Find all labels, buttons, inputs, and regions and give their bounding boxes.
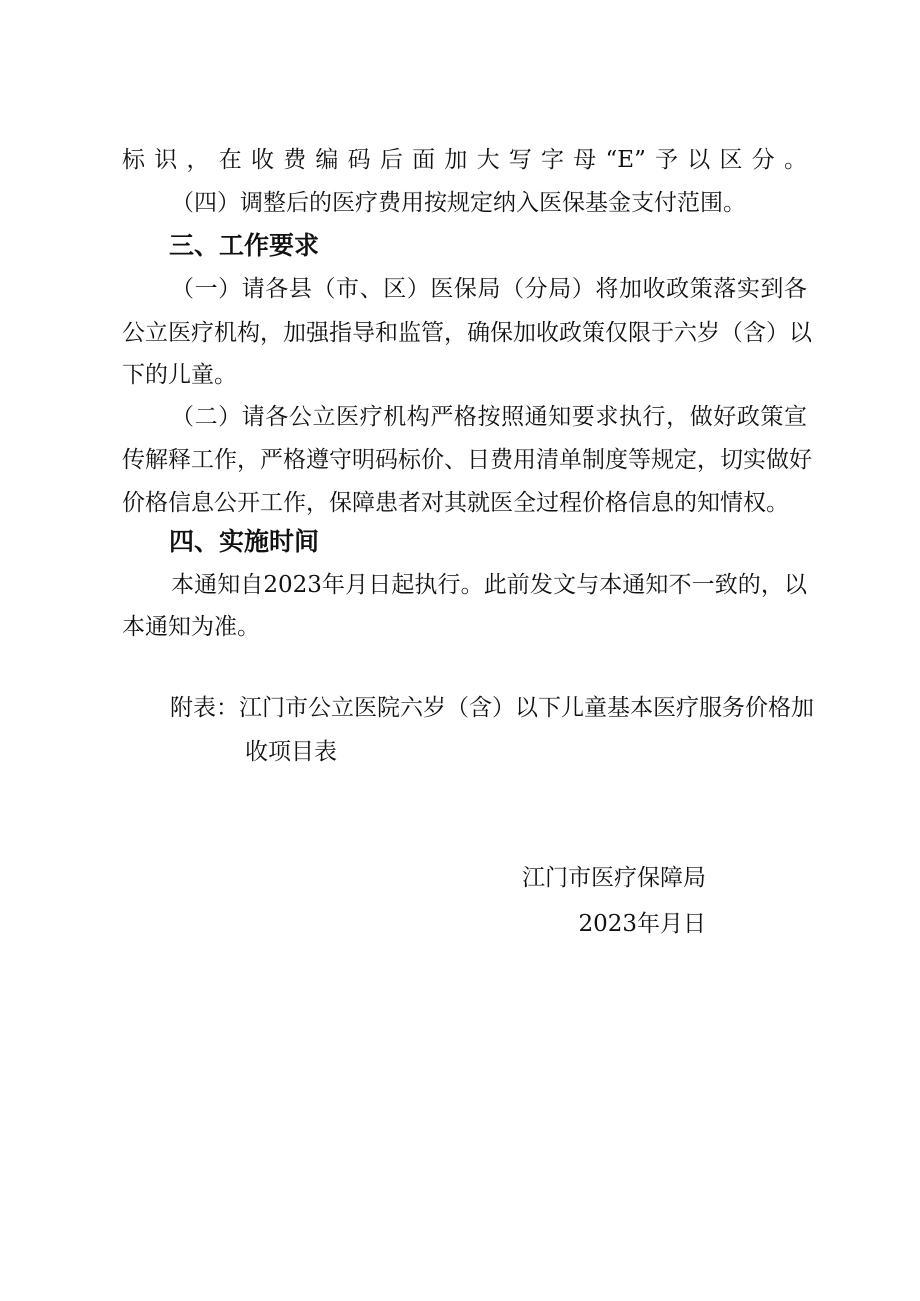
paragraph-line: （二）请各公立医疗机构严格按照通知要求执行，做好政策宣	[171, 404, 807, 430]
attachment-title-line: 附表：江门市公立医院六岁（含）以下儿童基本医疗服务价格加	[170, 695, 814, 721]
paragraph-line: 标识，在收费编码后面加大写字母“E”予以区分。	[122, 147, 807, 173]
paragraph-line: 本通知为准。	[122, 614, 260, 640]
paragraph-line: 传解释工作，严格遵守明码标价、日费用清单制度等规定，切实做好	[122, 447, 812, 473]
issuer-name: 江门市医疗保障局	[522, 865, 706, 891]
paragraph-line: 本通知自2023年月日起执行。此前发文与本通知不一致的，以	[171, 572, 807, 598]
paragraph-line: 公立医疗机构，加强指导和监管，确保加收政策仅限于六岁（含）以	[122, 320, 812, 346]
paragraph-line: 下的儿童。	[122, 362, 237, 388]
attachment-title-line: 收项目表	[245, 739, 337, 765]
paragraph-line: 价格信息公开工作，保障患者对其就医全过程价格信息的知情权。	[122, 490, 789, 516]
paragraph-line: （四）调整后的医疗费用按规定纳入医保基金支付范围。	[171, 190, 746, 216]
issue-date: 2023年月日	[578, 911, 706, 937]
section-heading-implementation-time: 四、实施时间	[169, 527, 320, 556]
section-heading-work-requirements: 三、工作要求	[169, 231, 320, 260]
paragraph-line: （一）请各县（市、区）医保局（分局）将加收政策落实到各	[171, 276, 807, 302]
